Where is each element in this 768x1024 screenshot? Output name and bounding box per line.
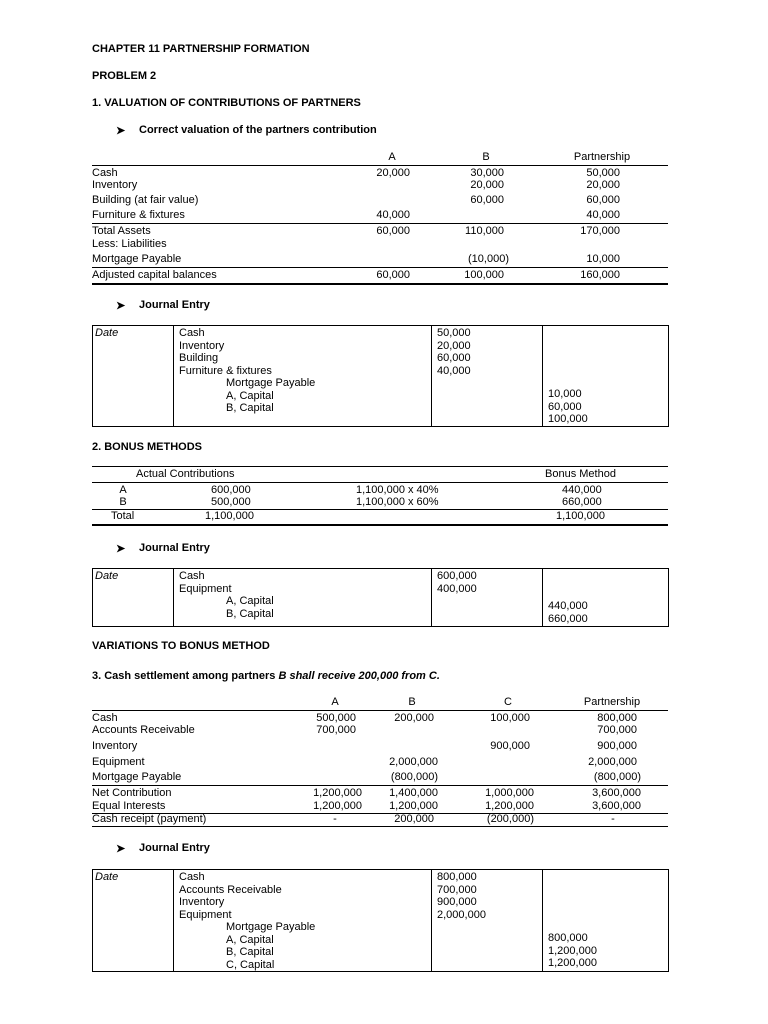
cell-a: - bbox=[333, 813, 337, 825]
col-header-b: B bbox=[408, 696, 416, 708]
amount: 400,000 bbox=[437, 582, 477, 595]
account-line: Building bbox=[179, 352, 219, 365]
row-label: Cash bbox=[92, 167, 118, 179]
journal-entry-box bbox=[92, 869, 669, 972]
amount: 2,000,000 bbox=[437, 908, 486, 921]
cell-partnership: 700,000 bbox=[597, 724, 637, 736]
amount: 100,000 bbox=[548, 413, 588, 426]
problem-label: PROBLEM 2 bbox=[92, 70, 157, 82]
cell-a: 700,000 bbox=[316, 724, 356, 736]
cell-partnership: 40,000 bbox=[586, 209, 620, 221]
credit-accounts bbox=[226, 595, 274, 620]
cell-bonus: 440,000 bbox=[562, 484, 602, 496]
section-1-heading: 1. VALUATION OF CONTRIBUTIONS OF PARTNERS bbox=[92, 97, 361, 109]
cell-b: 110,000 bbox=[465, 225, 504, 237]
account-line: A, Capital bbox=[226, 389, 274, 402]
cell-partnership: 900,000 bbox=[597, 740, 637, 752]
credit-accounts bbox=[226, 377, 315, 415]
amount: 50,000 bbox=[437, 327, 471, 339]
amount: 1,200,000 bbox=[548, 944, 597, 957]
variations-heading: VARIATIONS TO BONUS METHOD bbox=[92, 640, 270, 652]
amount: 20,000 bbox=[437, 339, 471, 352]
row-label: Total Assets bbox=[92, 225, 151, 237]
journal-entry-title: Journal Entry bbox=[139, 542, 210, 554]
journal-entry-box bbox=[92, 325, 669, 427]
cell-b: 200,000 bbox=[394, 813, 434, 825]
cell-b: (10,000) bbox=[468, 253, 509, 265]
row-label: B bbox=[119, 496, 127, 508]
amount: 60,000 bbox=[437, 352, 471, 365]
account-line: Equipment bbox=[179, 582, 232, 595]
cell-a: 1,200,000 bbox=[313, 800, 362, 812]
row-label: Cash bbox=[92, 712, 118, 724]
section-1-bullet: Correct valuation of the partners contribution bbox=[139, 124, 377, 136]
credit-accounts bbox=[226, 921, 315, 971]
amount: 440,000 bbox=[548, 600, 588, 612]
cell-bonus: 1,100,000 bbox=[556, 510, 605, 522]
cell-b: 2,000,000 bbox=[389, 756, 438, 768]
cell-b: 20,000 bbox=[470, 179, 504, 191]
cell-bonus: 660,000 bbox=[562, 496, 602, 508]
cell-partnership: 2,000,000 bbox=[588, 756, 637, 768]
cell-partnership: 3,600,000 bbox=[592, 800, 641, 812]
row-label: Total bbox=[111, 510, 135, 522]
cell-partnership: 60,000 bbox=[586, 194, 620, 206]
section-3-heading bbox=[92, 670, 440, 682]
debit-accounts bbox=[179, 570, 232, 595]
account-line: Cash bbox=[179, 871, 205, 883]
journal-entry-box bbox=[92, 568, 669, 627]
cell-partnership: 800,000 bbox=[597, 712, 637, 724]
cell-partnership: 3,600,000 bbox=[592, 787, 641, 799]
bullet-arrow-icon: ➤ bbox=[116, 843, 126, 855]
amount: 660,000 bbox=[548, 612, 588, 625]
account-line: A, Capital bbox=[226, 933, 274, 946]
cell-a: 40,000 bbox=[376, 209, 410, 221]
date-label: Date bbox=[95, 871, 119, 883]
debit-amounts bbox=[437, 570, 477, 595]
account-line: A, Capital bbox=[226, 595, 274, 607]
credit-amounts bbox=[548, 388, 588, 426]
account-line: Inventory bbox=[179, 339, 225, 352]
row-label: Furniture & fixtures bbox=[92, 209, 185, 221]
bullet-arrow-icon: ➤ bbox=[116, 300, 126, 312]
row-label: Less: Liabilities bbox=[92, 238, 167, 250]
row-label: A bbox=[119, 484, 127, 496]
date-label: Date bbox=[95, 570, 119, 582]
cell-actual: 500,000 bbox=[211, 496, 251, 508]
cell-partnership: 10,000 bbox=[586, 253, 620, 265]
cell-b: 100,000 bbox=[464, 269, 504, 281]
cell-calc: 1,100,000 x 60% bbox=[356, 496, 439, 508]
cell-b: (800,000) bbox=[390, 771, 438, 783]
account-line: Furniture & fixtures bbox=[179, 364, 272, 377]
row-label: Inventory bbox=[92, 179, 138, 191]
cell-c: 900,000 bbox=[490, 740, 530, 752]
cell-a: 500,000 bbox=[316, 712, 356, 724]
row-label: Equipment bbox=[92, 756, 145, 768]
journal-entry-title: Journal Entry bbox=[139, 842, 210, 854]
amount: 60,000 bbox=[548, 400, 582, 413]
section-2-heading: 2. BONUS METHODS bbox=[92, 441, 203, 453]
cell-partnership: (800,000) bbox=[593, 771, 641, 783]
amount: 700,000 bbox=[437, 883, 477, 896]
amount: 800,000 bbox=[437, 871, 477, 883]
account-line: B, Capital bbox=[226, 607, 274, 620]
account-line: Cash bbox=[179, 570, 205, 582]
amount: 40,000 bbox=[437, 364, 471, 377]
journal-entry-title: Journal Entry bbox=[139, 299, 210, 311]
row-label: Equal Interests bbox=[92, 800, 166, 812]
cell-b: 1,200,000 bbox=[389, 800, 438, 812]
col-header-bonus: Bonus Method bbox=[545, 468, 616, 480]
amount: 10,000 bbox=[548, 388, 582, 400]
account-line: Mortgage Payable bbox=[226, 377, 316, 389]
cell-partnership: - bbox=[611, 813, 615, 825]
account-line: Inventory bbox=[179, 896, 225, 909]
row-label: Inventory bbox=[92, 740, 138, 752]
cell-c: 100,000 bbox=[490, 712, 530, 724]
row-label: Adjusted capital balances bbox=[92, 269, 217, 281]
cell-c: 1,200,000 bbox=[485, 800, 534, 812]
account-line: B, Capital bbox=[226, 946, 274, 959]
account-line: Equipment bbox=[179, 908, 232, 921]
cell-b: 200,000 bbox=[394, 712, 434, 724]
account-line: Mortgage Payable bbox=[226, 921, 316, 933]
account-line: Accounts Receivable bbox=[179, 883, 282, 896]
cell-b: 30,000 bbox=[470, 167, 504, 179]
col-header-b: B bbox=[482, 151, 490, 163]
col-header-actual: Actual Contributions bbox=[136, 468, 235, 480]
cell-actual: 600,000 bbox=[211, 484, 251, 496]
row-label: Cash receipt (payment) bbox=[92, 813, 207, 825]
col-header-partnership: Partnership bbox=[583, 696, 641, 708]
cell-c: (200,000) bbox=[486, 813, 534, 825]
heading-italic-text: B shall receive 200,000 from C. bbox=[278, 670, 440, 682]
row-label: Net Contribution bbox=[92, 787, 172, 799]
amount: 800,000 bbox=[548, 932, 588, 944]
cell-partnership: 160,000 bbox=[580, 269, 620, 281]
cell-c: 1,000,000 bbox=[485, 787, 534, 799]
cell-a: 60,000 bbox=[376, 225, 410, 237]
chapter-title: CHAPTER 11 PARTNERSHIP FORMATION bbox=[92, 43, 310, 55]
cell-b: 1,400,000 bbox=[389, 787, 438, 799]
debit-amounts bbox=[437, 871, 486, 921]
cell-partnership: 20,000 bbox=[586, 179, 620, 191]
col-header-a: A bbox=[388, 151, 396, 163]
bullet-arrow-icon: ➤ bbox=[116, 543, 126, 555]
debit-accounts bbox=[179, 327, 272, 377]
date-label: Date bbox=[95, 327, 119, 339]
cell-partnership: 170,000 bbox=[580, 225, 620, 237]
row-label: Accounts Receivable bbox=[92, 724, 195, 736]
col-header-c: C bbox=[504, 696, 512, 708]
account-line: C, Capital bbox=[226, 958, 275, 971]
row-label: Building (at fair value) bbox=[92, 194, 199, 206]
account-line: B, Capital bbox=[226, 402, 274, 415]
account-line: Cash bbox=[179, 327, 205, 339]
cell-a: 20,000 bbox=[376, 167, 410, 179]
credit-amounts bbox=[548, 932, 597, 970]
debit-accounts bbox=[179, 871, 282, 921]
cell-a: 60,000 bbox=[376, 269, 410, 281]
cell-b: 60,000 bbox=[470, 194, 504, 206]
row-label: Mortgage Payable bbox=[92, 253, 182, 265]
amount: 1,200,000 bbox=[548, 957, 597, 970]
cell-calc: 1,100,000 x 40% bbox=[356, 484, 439, 496]
row-label: Mortgage Payable bbox=[92, 771, 182, 783]
amount: 900,000 bbox=[437, 896, 477, 909]
bullet-arrow-icon: ➤ bbox=[116, 125, 126, 137]
amount: 600,000 bbox=[437, 570, 477, 582]
cell-partnership: 50,000 bbox=[586, 167, 620, 179]
credit-amounts bbox=[548, 600, 588, 625]
col-header-partnership: Partnership bbox=[573, 151, 631, 163]
col-header-a: A bbox=[331, 696, 339, 708]
cell-actual: 1,100,000 bbox=[205, 510, 254, 522]
heading-text: 3. Cash settlement among partners bbox=[92, 670, 279, 682]
debit-amounts bbox=[437, 327, 471, 377]
cell-a: 1,200,000 bbox=[313, 787, 362, 799]
